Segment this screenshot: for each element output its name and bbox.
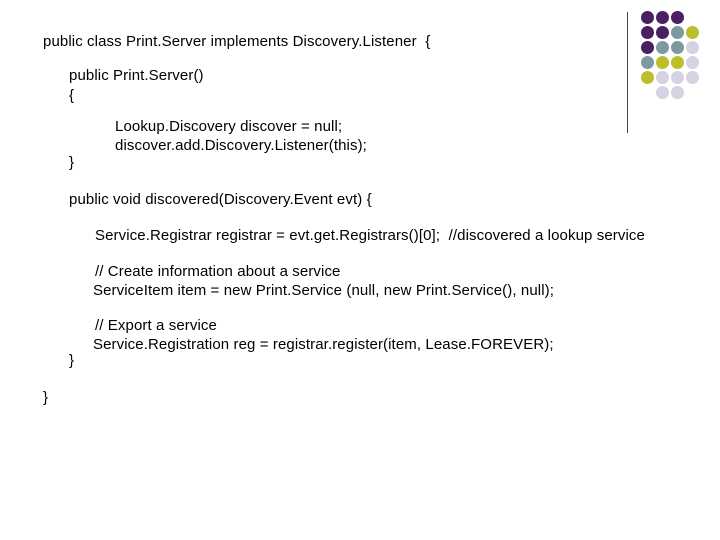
decorative-dot-olive xyxy=(686,26,699,39)
decorative-dot-purple xyxy=(671,11,684,24)
add-listener-line: discover.add.Discovery.Listener(this); xyxy=(115,137,367,154)
decorative-dot-lavender xyxy=(686,41,699,54)
constructor-open-brace: { xyxy=(69,87,75,104)
decorative-dot-teal xyxy=(656,41,669,54)
decorative-dot-lavender xyxy=(656,86,669,99)
decorative-dot-lavender xyxy=(671,71,684,84)
registrar-line: Service.Registrar registrar = evt.get.Registrars()[0]; //discovered a lookup service xyxy=(95,227,645,244)
comment-export: // Export a service xyxy=(95,317,217,334)
constructor-declaration: public Print.Server() xyxy=(69,67,204,84)
decorative-dot-teal xyxy=(671,41,684,54)
vertical-divider xyxy=(627,12,628,133)
method-close-brace: } xyxy=(69,352,75,369)
decorative-dot-olive xyxy=(671,56,684,69)
decorative-dot-olive xyxy=(656,56,669,69)
lookup-discovery-line: Lookup.Discovery discover = null; xyxy=(115,118,343,135)
decorative-dot-lavender xyxy=(686,56,699,69)
decorative-dot-lavender xyxy=(686,71,699,84)
decorative-dot-olive xyxy=(641,71,654,84)
decorative-dot-purple xyxy=(641,41,654,54)
decorative-dot-lavender xyxy=(656,71,669,84)
decorative-dot-teal xyxy=(641,56,654,69)
constructor-close-brace: } xyxy=(69,154,75,171)
decorative-dot-lavender xyxy=(671,86,684,99)
decorative-dot-teal xyxy=(671,26,684,39)
class-close-brace: } xyxy=(43,389,49,406)
registration-line: Service.Registration reg = registrar.register(item, Lease.FOREVER); xyxy=(93,336,554,353)
method-declaration: public void discovered(Discovery.Event evt) { xyxy=(69,191,372,208)
class-declaration: public class Print.Server implements Discovery.Listener { xyxy=(43,33,431,50)
decorative-dot-purple xyxy=(641,26,654,39)
decorative-dot-purple xyxy=(641,11,654,24)
decorative-dot-purple xyxy=(656,11,669,24)
decorative-dot-purple xyxy=(656,26,669,39)
comment-create-info: // Create information about a service xyxy=(95,263,341,280)
service-item-line: ServiceItem item = new Print.Service (null, new Print.Service(), null); xyxy=(93,282,554,299)
